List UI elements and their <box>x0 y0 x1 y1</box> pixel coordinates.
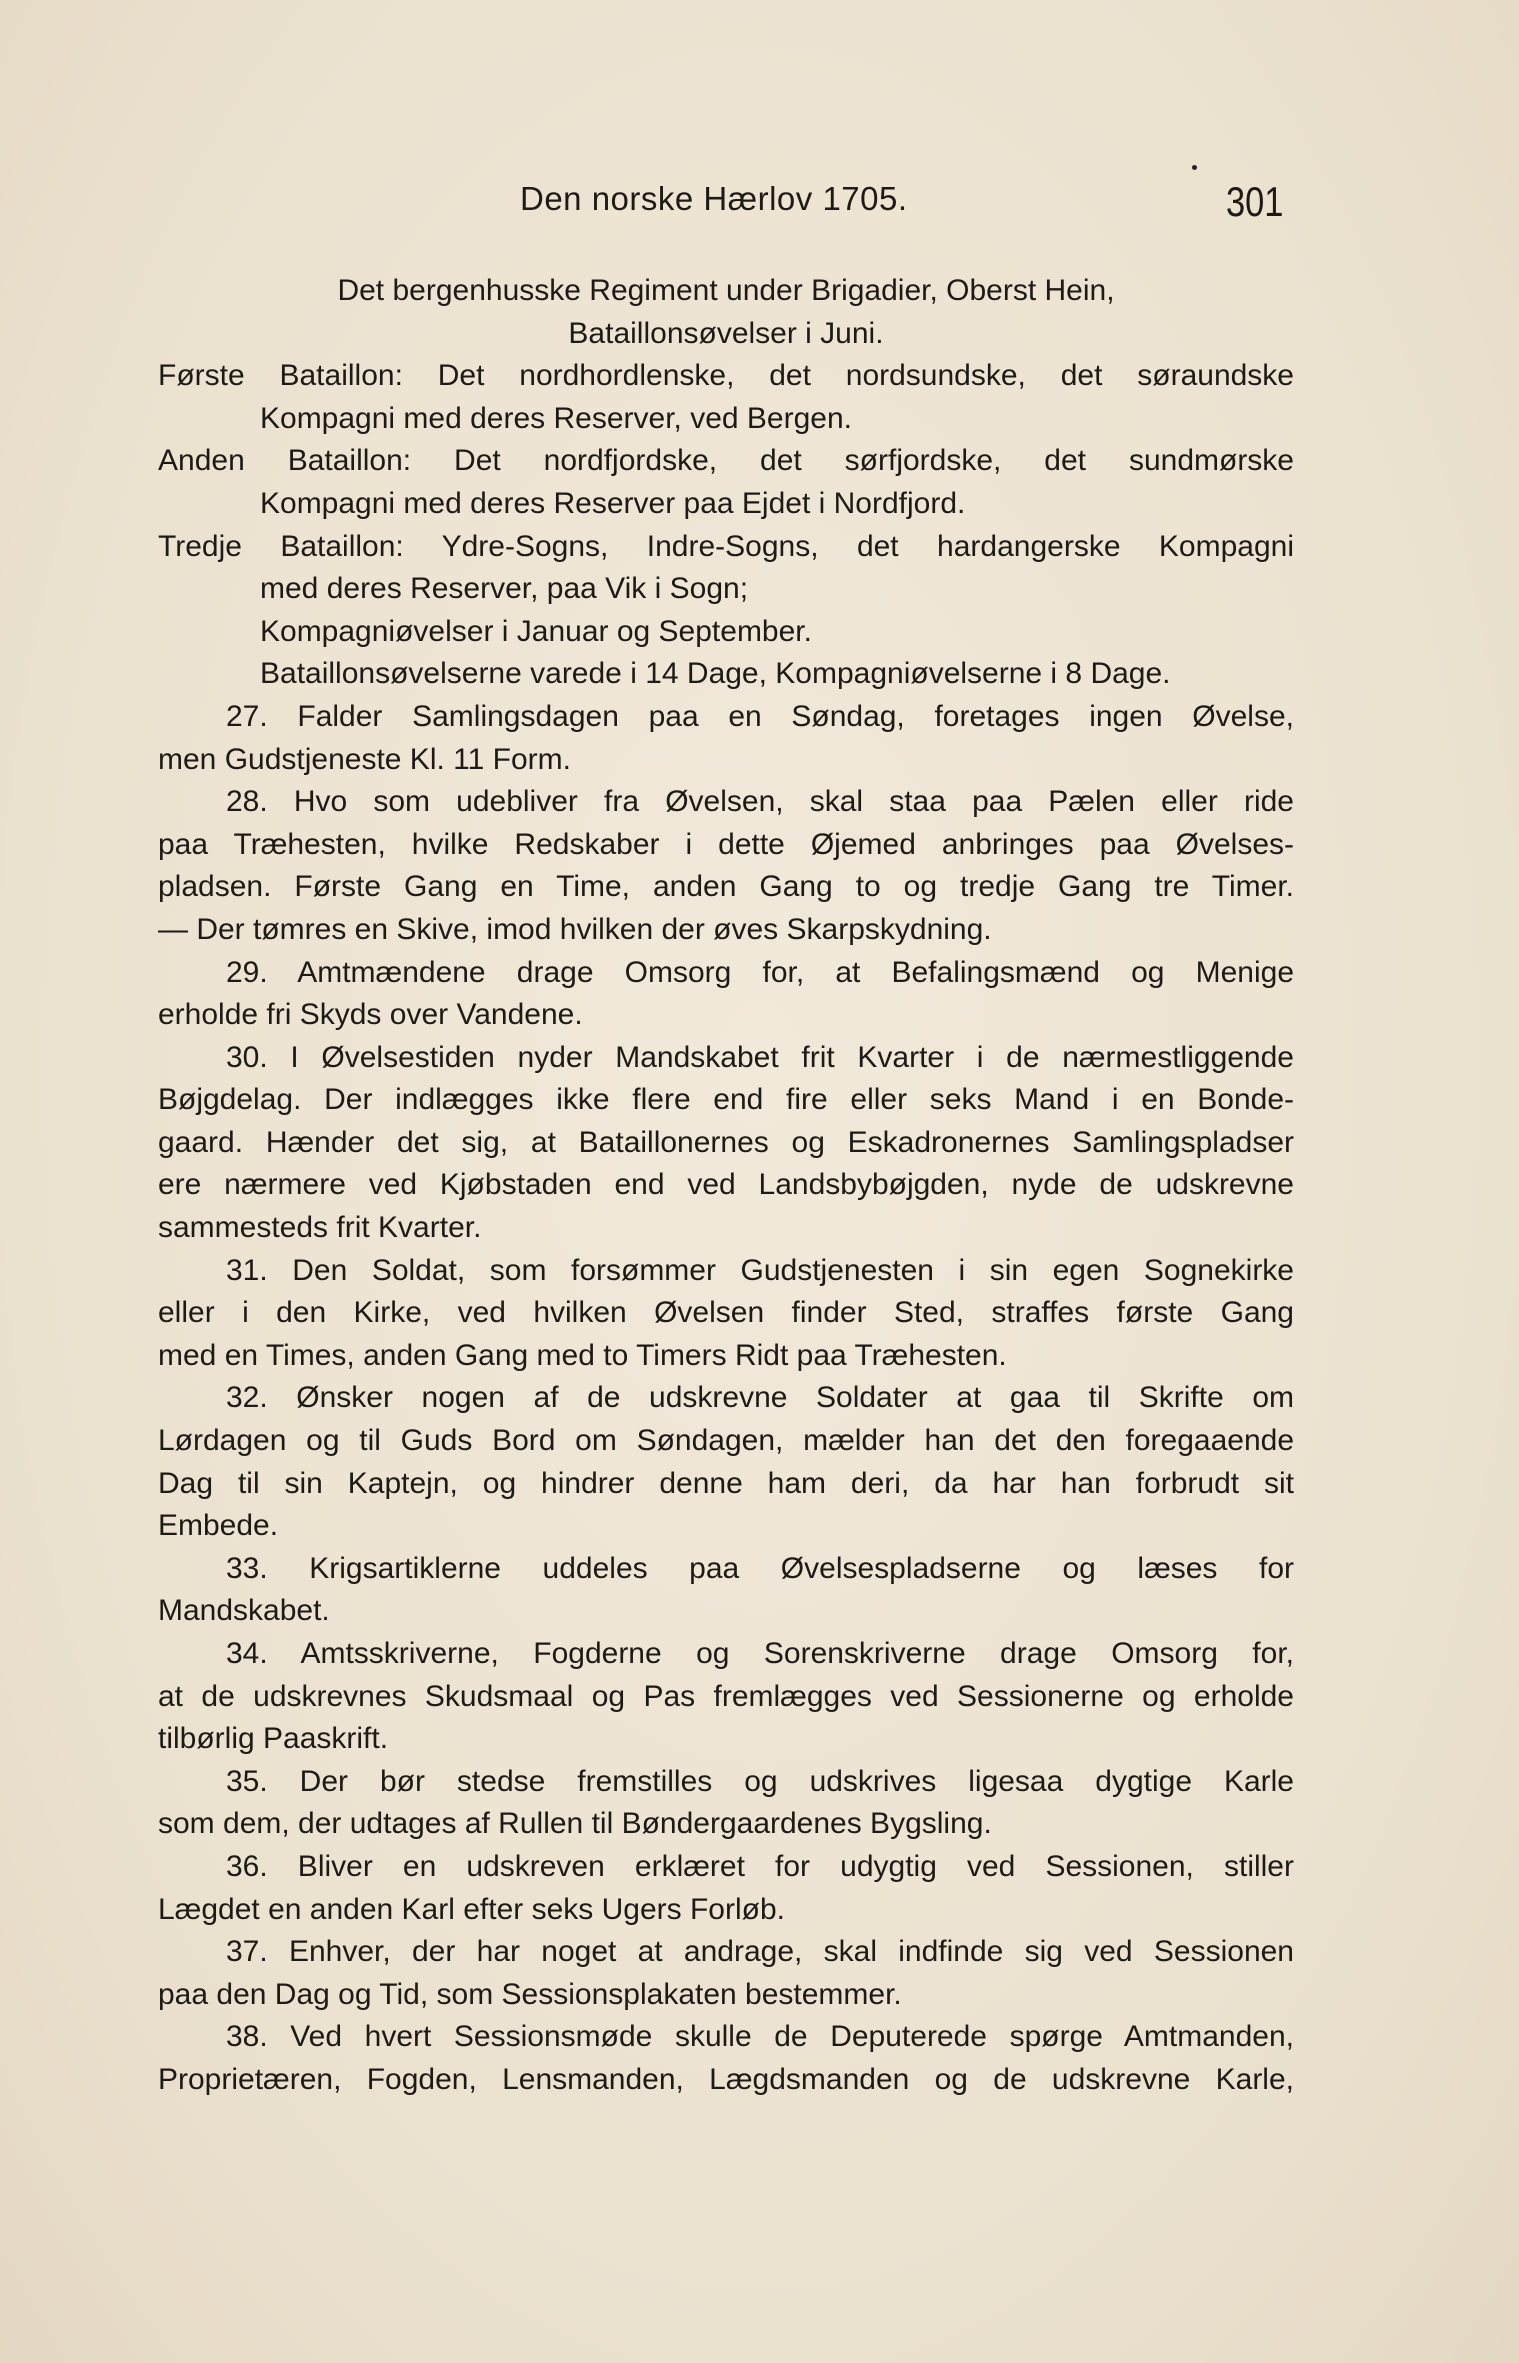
text-line: Kompagniøvelser i Januar og September. <box>260 614 812 648</box>
text-line: Embede. <box>158 1509 279 1543</box>
text-line: Kompagni med deres Reserver paa Ejdet i Nordfjord. <box>260 486 966 520</box>
body-text <box>158 270 1294 2102</box>
text-line: ere nærmere ved Kjøbstaden end ved Landsbybøjgden, nyde de udskrevne <box>158 1168 1294 1202</box>
running-title: Den norske Hærlov 1705. <box>520 180 908 217</box>
text-line: Lægdet en anden Karl efter seks Ugers Forløb. <box>158 1892 785 1926</box>
text-line: Kompagni med deres Reserver, ved Bergen. <box>260 401 852 435</box>
page-number: 301 <box>1226 178 1284 225</box>
text-line: Proprietæren, Fogden, Lensmanden, Lægdsmanden og de udskrevne Karle, <box>158 2062 1294 2096</box>
text-line: sammesteds frit Kvarter. <box>158 1211 482 1245</box>
text-line: Det bergenhusske Regiment under Brigadier, Oberst Hein, <box>337 274 1115 307</box>
text-line: Bataillonsøvelser i Juni. <box>568 316 884 350</box>
text-line: Tredje Bataillon: Ydre-Sogns, Indre-Sogns, det hardangerske Kompagni <box>158 529 1294 563</box>
text-line: at de udskrevnes Skudsmaal og Pas fremlægges ved Sessionerne og erholde <box>158 1679 1294 1713</box>
text-line: — Der tømres en Skive, imod hvilken der øves Skarpskydning. <box>158 912 992 946</box>
text-line: som dem, der udtages af Rullen til Bøndergaardenes Bygsling. <box>158 1807 992 1841</box>
text-line: Første Bataillon: Det nordhordlenske, det nordsundske, det søraundske <box>158 359 1294 393</box>
text-line: pladsen. Første Gang en Time, anden Gang to og tredje Gang tre Timer. <box>158 870 1294 904</box>
text-line: 27. Falder Samlingsdagen paa en Søndag, foretages ingen Øvelse, <box>226 699 1294 733</box>
text-line: erholde fri Skyds over Vandene. <box>158 998 583 1032</box>
text-line: 34. Amtsskriverne, Fogderne og Sorenskriverne drage Omsorg for, <box>226 1637 1294 1670</box>
text-line: Bataillonsøvelserne varede i 14 Dage, Kompagniøvelserne i 8 Dage. <box>260 657 1171 691</box>
text-line: med deres Reserver, paa Vik i Sogn; <box>260 572 749 606</box>
text-line: Mandskabet. <box>158 1594 330 1628</box>
text-line: 31. Den Soldat, som forsømmer Gudstjenesten i sin egen Sognekirke <box>226 1253 1294 1287</box>
text-line: 37. Enhver, der har noget at andrage, skal indfinde sig ved Sessionen <box>226 1935 1294 1969</box>
text-line: Bøjgdelag. Der indlægges ikke flere end fire eller seks Mand i en Bonde- <box>158 1083 1294 1117</box>
text-line: 33. Krigsartiklerne uddeles paa Øvelsespladserne og læses for <box>226 1551 1294 1585</box>
text-line: 30. I Øvelsestiden nyder Mandskabet frit Kvarter i de nærmestliggende <box>226 1040 1294 1074</box>
page-header <box>0 170 1519 230</box>
text-line: 35. Der bør stedse fremstilles og udskrives ligesaa dygtige Karle <box>226 1764 1294 1798</box>
text-line: Dag til sin Kaptejn, og hindrer denne ham deri, da har han forbrudt sit <box>158 1466 1294 1500</box>
text-line: Anden Bataillon: Det nordfjordske, det sørfjordske, det sundmørske <box>158 444 1294 478</box>
text-line: Lørdagen og til Guds Bord om Søndagen, mælder han det den foregaaende <box>158 1424 1294 1458</box>
text-line: paa den Dag og Tid, som Sessionsplakaten bestemmer. <box>158 1977 902 2011</box>
text-line: 32. Ønsker nogen af de udskrevne Soldater at gaa til Skrifte om <box>226 1381 1294 1415</box>
text-line: 38. Ved hvert Sessionsmøde skulle de Deputerede spørge Amtmanden, <box>226 2020 1294 2054</box>
text-line: med en Times, anden Gang med to Timers Ridt paa Træhesten. <box>158 1338 1007 1372</box>
text-line: paa Træhesten, hvilke Redskaber i dette Øjemed anbringes paa Øvelses- <box>158 827 1294 861</box>
text-line: eller i den Kirke, ved hvilken Øvelsen finder Sted, straffes første Gang <box>158 1296 1294 1330</box>
text-line: men Gudstjeneste Kl. 11 Form. <box>158 742 571 776</box>
text-line: tilbørlig Paaskrift. <box>158 1722 389 1756</box>
text-line: 29. Amtmændene drage Omsorg for, at Befalingsmænd og Menige <box>226 955 1294 989</box>
text-line: gaard. Hænder det sig, at Bataillonernes og Eskadronernes Samlingspladser <box>158 1125 1294 1159</box>
text-line: 28. Hvo som udebliver fra Øvelsen, skal staa paa Pælen eller ride <box>226 785 1294 819</box>
text-line: 36. Bliver en udskreven erklæret for udygtig ved Sessionen, stiller <box>226 1849 1294 1883</box>
